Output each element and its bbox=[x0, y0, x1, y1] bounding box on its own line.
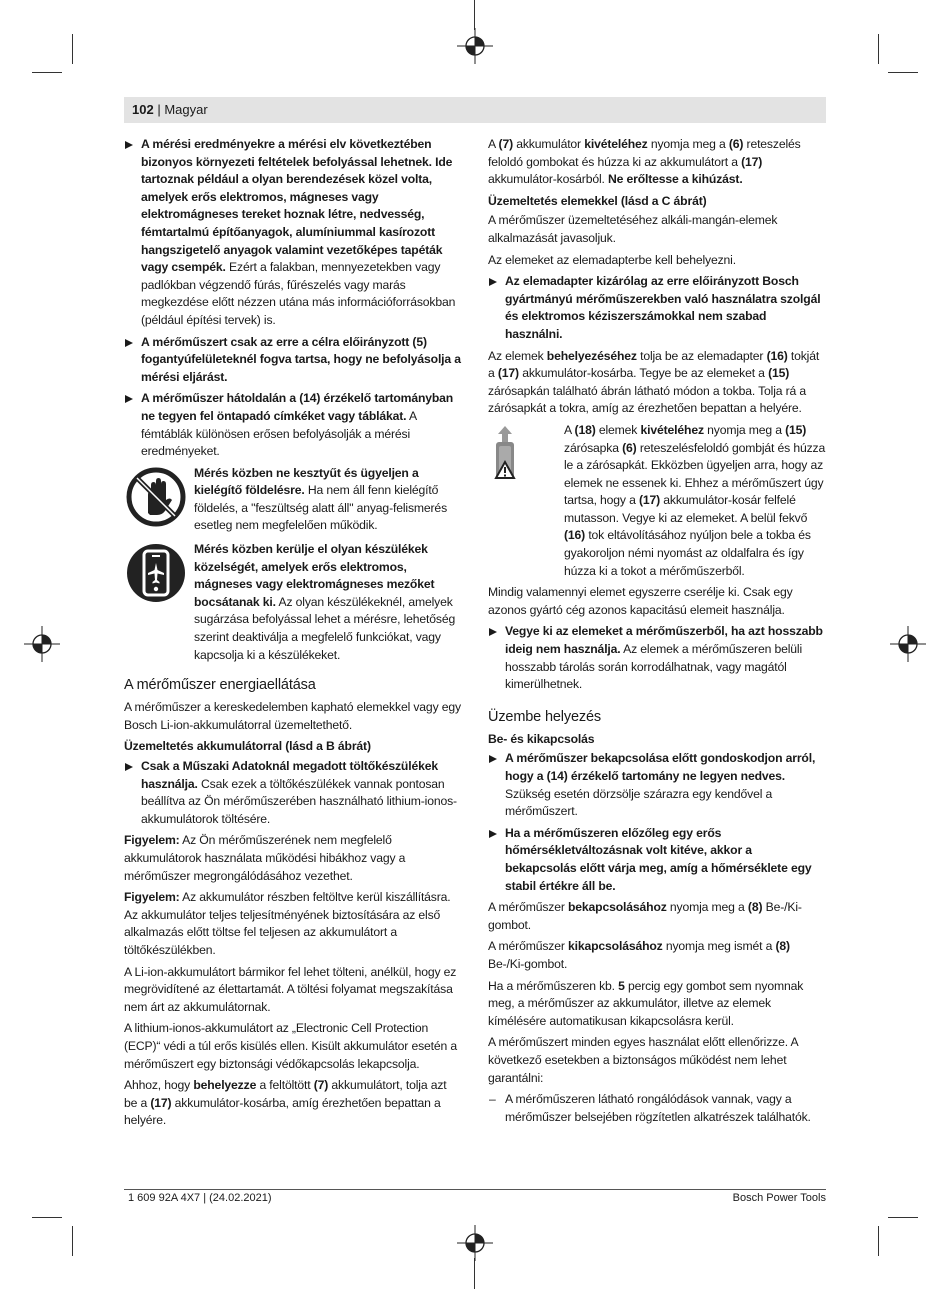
paragraph: A (7) akkumulátor kivételéhez nyomja meg a (6) reteszelés feloldó gombokat és húzza ki az akkumulátort a (17) akkumulátor-kosárból. Ne erőltesse a kihúzást. bbox=[488, 137, 801, 187]
registration-mark-icon bbox=[24, 626, 60, 662]
warning-item: Vegye ki az elemeket a mérőműszerből, ha azt hosszabb ideig nem használja. Az elemek a mérőműszeren belüli hosszabb tárolás során korrodálhatnak, vagy magától kimerülhetnek. bbox=[488, 623, 826, 693]
paragraph: A mérőműszert minden egyes használat előtt ellenőrizze. A következő esetekben a biztonságos működést nem lehet garantálni: bbox=[488, 1035, 798, 1085]
left-column bbox=[124, 136, 461, 1134]
note-paragraph: Figyelem: Az akkumulátor részben feltöltve kerül kiszállításra. Az akkumulátor teljes teljesítményének biztosítására az első alkalmazás előtt töltse fel teljesen az akkumulátort a töltőkészülékben. bbox=[124, 890, 451, 957]
warning-item: A mérőműszert csak az erre a célra előirányzott (5) fogantyúfelületeknél fogva tartsa, hogy ne befolyásolja a mérési eljárást. bbox=[124, 334, 461, 387]
crop-mark bbox=[72, 34, 73, 64]
right-column bbox=[488, 136, 826, 1130]
warning-item: A mérési eredményekre a mérési elv következtében bizonyos környezeti feltételek befolyással lehetnek. Ide tartoznak például a olyan berendezések közel volta, amelyek erős elektromos, mágneses vagy elektromágneses tereket hoznak létre, nedvesség, fémtartalmú építőanyagok, alumíniummal kasírozott hangszigetelő anyagok valamint vezetőképes tapéták vagy csempék. Ezért a falakban, mennyezetekben vagy padlókban végzendő fúrás, fűrészelés vagy marás megkezdése előtt nézzen utána más információforrásokban (például építési tervek) is. bbox=[124, 136, 461, 330]
registration-mark-icon bbox=[457, 1225, 493, 1261]
list-item: – A mérőműszeren látható rongálódások vannak, vagy a mérőműszer belsejében rögzítetlen alkatrészek találhatók. bbox=[488, 1091, 826, 1126]
paragraph: Az elemeket az elemadapterbe kell behelyezni. bbox=[488, 252, 736, 267]
footer-document-id: 1 609 92A 4X7 | (24.02.2021) bbox=[128, 1192, 272, 1204]
crop-mark bbox=[72, 1226, 73, 1256]
subheading: Üzemeltetés elemekkel (lásd a C ábrát) bbox=[488, 193, 707, 208]
paragraph: A mérőműszer a kereskedelemben kapható elemekkel vagy egy Bosch Li-ion-akkumulátorral üzemeltethető. bbox=[124, 700, 461, 732]
warning-item: Csak a Műszaki Adatoknál megadott töltőkészülékek használja. Csak ezek a töltőkészülékek vannak pontosan beállítva az Ön mérőműszerében használható lithium-ionos-akkumulátorok töltésére. bbox=[124, 758, 461, 828]
warning-item: A mérőműszer bekapcsolása előtt gondoskodjon arról, hogy a (14) érzékelő tartomány ne legyen nedves. Szükség esetén dörzsölje szárazra egy kendővel a mérőműszert. bbox=[488, 750, 826, 820]
battery-removal-paragraph: A (18) elemek kivételéhez nyomja meg a (15) zárósapka (6) reteszelésfeloldó gombját és húzza le a zárósapkát. Ekközben ügyeljen arra, hogy az elemek ne essenek ki. Ehhez a mérőműszert úgy tartsa, hogy a (17) akkumulátor-kosár felfelé mutasson. Vegye ki az elemeket. A belül fekvő (16) tok eltávolításához nyúljon bele a tokba és gyakoroljon némi nyomást az oldalfalra és így húzza ki a tokot a mérőműszerből. bbox=[488, 422, 826, 580]
note-paragraph: Figyelem: Az Ön mérőműszerének nem megfelelő akkumulátorok használata működési hibákhoz vagy a mérőműszer megrongálódásához vezethet. bbox=[124, 833, 406, 883]
paragraph: A mérőműszer üzemeltetéséhez alkáli-mangán-elemek alkalmazását javasoljuk. bbox=[488, 213, 778, 245]
page-language: Magyar bbox=[164, 102, 208, 117]
subheading: Üzemeltetés akkumulátorral (lásd a B ábrát) bbox=[124, 739, 371, 754]
crop-mark bbox=[32, 1217, 62, 1218]
airplane-mode-phone-icon bbox=[126, 543, 186, 603]
crop-mark bbox=[878, 1226, 879, 1256]
warning-item: Ha a mérőműszeren előzőleg egy erős hőmérsékletváltozásnak volt kitéve, akkor a bekapcsolás előtt várja meg, amíg a hőmérséklete egy stabil értékre áll be. bbox=[488, 825, 826, 895]
page-number: 102 bbox=[132, 102, 154, 117]
section-heading: Üzembe helyezés bbox=[488, 708, 601, 725]
registration-mark-icon bbox=[457, 28, 493, 64]
registration-mark-icon bbox=[890, 626, 926, 662]
crop-mark bbox=[32, 72, 62, 73]
footer-divider bbox=[124, 1189, 826, 1190]
page-header: 102 | Magyar bbox=[132, 102, 208, 117]
crop-mark bbox=[888, 72, 918, 73]
paragraph: Ahhoz, hogy behelyezze a feltöltött (7) akkumulátort, tolja azt be a (17) akkumulátor-kosárba, amíg érezhetően bepattan a helyére. bbox=[124, 1078, 447, 1128]
crop-mark bbox=[474, 0, 475, 30]
warning-item: A mérőműszer hátoldalán a (14) érzékelő tartományban ne tegyen fel öntapadó címkéket vagy táblákat. A fémtáblák különösen erősen befolyásolják a mérési eredményeket. bbox=[124, 390, 461, 460]
paragraph: A lithium-ionos-akkumulátort az „Electronic Cell Protection (ECP)“ védi a túl erős kisülés ellen. Kisült akkumulátor esetén a mérőműszert egy biztonsági védőkapcsolás lekapcsolja. bbox=[124, 1021, 458, 1071]
section-heading: A mérőműszer energiaellátása bbox=[124, 677, 316, 694]
warning-item: Az elemadapter kizárólag az erre előirányzott Bosch gyártmányú mérőműszerekben való használatra szolgál és elektromos kéziszerszámokkal nem szabad használni. bbox=[488, 273, 826, 343]
paragraph: A mérőműszer kikapcsolásához nyomja meg ismét a (8) Be-/Ki-gombot. bbox=[488, 939, 790, 971]
footer-brand: Bosch Power Tools bbox=[732, 1192, 826, 1204]
page-header-band bbox=[124, 97, 826, 123]
paragraph: Az elemek behelyezéséhez tolja be az elemadapter (16) tokját a (17) akkumulátor-kosárba. Tegye be az elemeket a (15) zárósapkán található ábrán látható módon a tokba. Tolja rá a zárósapkát a tokra, amíg az érezhetően bepattan a helyére. bbox=[488, 348, 820, 416]
paragraph: A Li-ion-akkumulátort bármikor fel lehet tölteni, anélkül, hogy ez megrövidítené az élettartamát. A töltési folyamat megszakítása nem árt az akkumulátornak. bbox=[124, 964, 457, 1014]
glove-warning: Mérés közben ne kesztyűt és ügyeljen a kielégítő földelésre. Ha nem áll fenn kielégítő földelés, a "feszültség alatt áll" anyag-felismerés esetleg nem megfelelően működik. bbox=[124, 465, 461, 535]
no-gloves-icon bbox=[126, 467, 186, 527]
crop-mark bbox=[878, 34, 879, 64]
crop-mark bbox=[888, 1217, 918, 1218]
crop-mark bbox=[474, 1258, 475, 1289]
subheading: Be- és kikapcsolás bbox=[488, 731, 595, 746]
phone-warning: Mérés közben kerülje el olyan készülékek közelségét, amelyek erős elektromos, mágneses vagy elektromágneses mezőket bocsátanak ki. Az olyan készülékeknél, amelyek sugárzása befolyással lehet a mérésre, lehetőség szerint deaktiválja a megfelelő funkciókat, vagy kapcsolja ki a készülékeket. bbox=[124, 541, 461, 664]
paragraph: A mérőműszer bekapcsolásához nyomja meg a (8) Be-/Ki-gombot. bbox=[488, 900, 802, 932]
battery-adapter-warning-icon bbox=[488, 424, 522, 480]
paragraph: Mindig valamennyi elemet egyszerre cserélje ki. Csak egy azonos gyártó cég azonos kapacitású elemeit használja. bbox=[488, 585, 793, 617]
paragraph: Ha a mérőműszeren kb. 5 percig egy gombot sem nyomnak meg, a mérőműszer az akkumulátor, illetve az elemek kímélésére automatikusan kikapcsolásra kerül. bbox=[488, 978, 804, 1028]
